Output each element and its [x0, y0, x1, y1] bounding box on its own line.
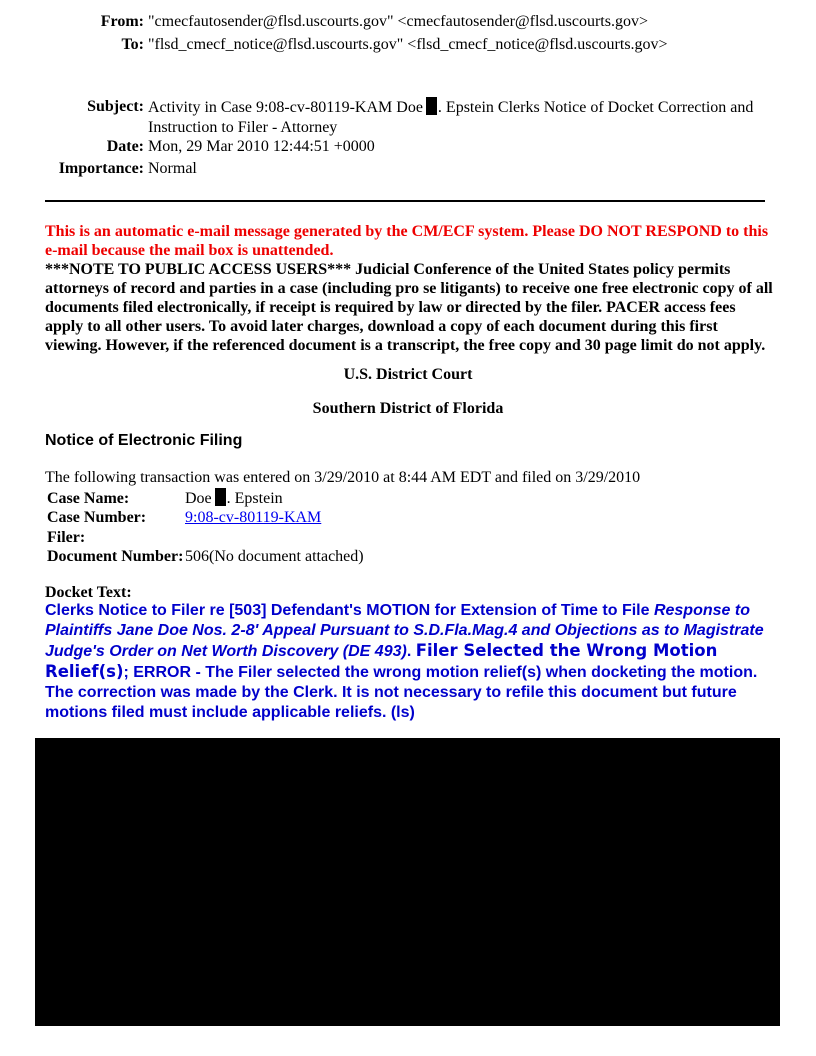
document-number-row — [47, 547, 364, 567]
date-label: Date: — [106, 138, 144, 155]
document-number-value: 506(No document attached) — [185, 548, 364, 565]
redaction-block — [426, 97, 437, 115]
date-value: Mon, 29 Mar 2010 12:44:51 +0000 — [148, 138, 375, 155]
docket-part5: ; ERROR - The Filer selected the wrong motion relief(s) when docketing the motion. The correction was made by the Clerk. It is not necessary to refile this document but future motions filed must include applicable reliefs. (ls) — [45, 664, 758, 721]
filer-label: Filer: — [47, 529, 86, 546]
district-name: Southern District of Florida — [312, 400, 504, 417]
redaction-block — [35, 738, 780, 1026]
case-name-pre: Doe — [185, 490, 212, 507]
docket-italic-title: Response to Plaintiffs Jane Doe Nos. 2-8' Appeal Pursuant to S.D.Fla.Mag.4 and Objections as to Magistrate Judge's Order on Net Worth Discovery (DE 493) — [45, 602, 764, 660]
importance-label: Importance: — [58, 160, 144, 177]
auto-message-warning: This is an automatic e-mail message generated by the CM/ECF system. Please DO NOT RESPOND to this e-mail because the mail box is unattended. — [45, 223, 769, 259]
transaction-text: The following transaction was entered on 3/29/2010 at 8:44 AM EDT and filed on 3/29/2010 — [45, 469, 641, 486]
importance-value: Normal — [148, 160, 197, 177]
notice-heading: Notice of Electronic Filing — [45, 432, 243, 449]
case-number-label: Case Number: — [47, 509, 147, 526]
header-divider — [45, 200, 765, 202]
docket-part1: Clerks Notice to Filer re [503] Defendant's MOTION for Extension of Time to File — [45, 602, 654, 619]
subject-text-post: . Epstein Clerks Notice of Docket Correction and Instruction to Filer - Attorney — [148, 99, 754, 136]
case-number-link[interactable]: 9:08-cv-80119-KAM — [185, 509, 322, 526]
subject-label: Subject: — [87, 98, 144, 115]
docket-emphasis: Filer Selected the Wrong Motion Relief(s) — [45, 641, 718, 681]
case-name-label: Case Name: — [47, 490, 130, 507]
subject-text-pre: Activity in Case 9:08-cv-80119-KAM Doe — [148, 99, 423, 116]
filer-row — [47, 528, 185, 548]
subject-value — [148, 97, 768, 138]
docket-text-label: Docket Text: — [45, 584, 132, 601]
to-value: "flsd_cmecf_notice@flsd.uscourts.gov" <flsd_cmecf_notice@flsd.uscourts.gov> — [148, 36, 668, 53]
case-name-row — [47, 488, 283, 509]
docket-text — [45, 601, 775, 723]
redaction-block — [215, 488, 226, 506]
public-access-note: ***NOTE TO PUBLIC ACCESS USERS*** Judicial Conference of the United States policy permits attorneys of record and parties in a case (including pro se litigants) to receive one free electronic copy of all documents filed electronically, if receipt is required by law or directed by the filer. PACER access fees apply to all other users. To avoid later charges, download a copy of each document during this first viewing. However, if the referenced document is a transcript, the free copy and 30 page limit do not apply. — [45, 261, 773, 354]
document-number-label: Document Number: — [47, 548, 184, 565]
to-label: To: — [121, 36, 144, 53]
from-label: From: — [100, 13, 144, 30]
case-number-row — [47, 508, 321, 528]
from-value: "cmecfautosender@flsd.uscourts.gov" <cmecfautosender@flsd.uscourts.gov> — [148, 13, 648, 30]
docket-part3: . — [406, 643, 416, 660]
case-name-post: . Epstein — [226, 490, 283, 507]
court-name: U.S. District Court — [343, 366, 473, 383]
